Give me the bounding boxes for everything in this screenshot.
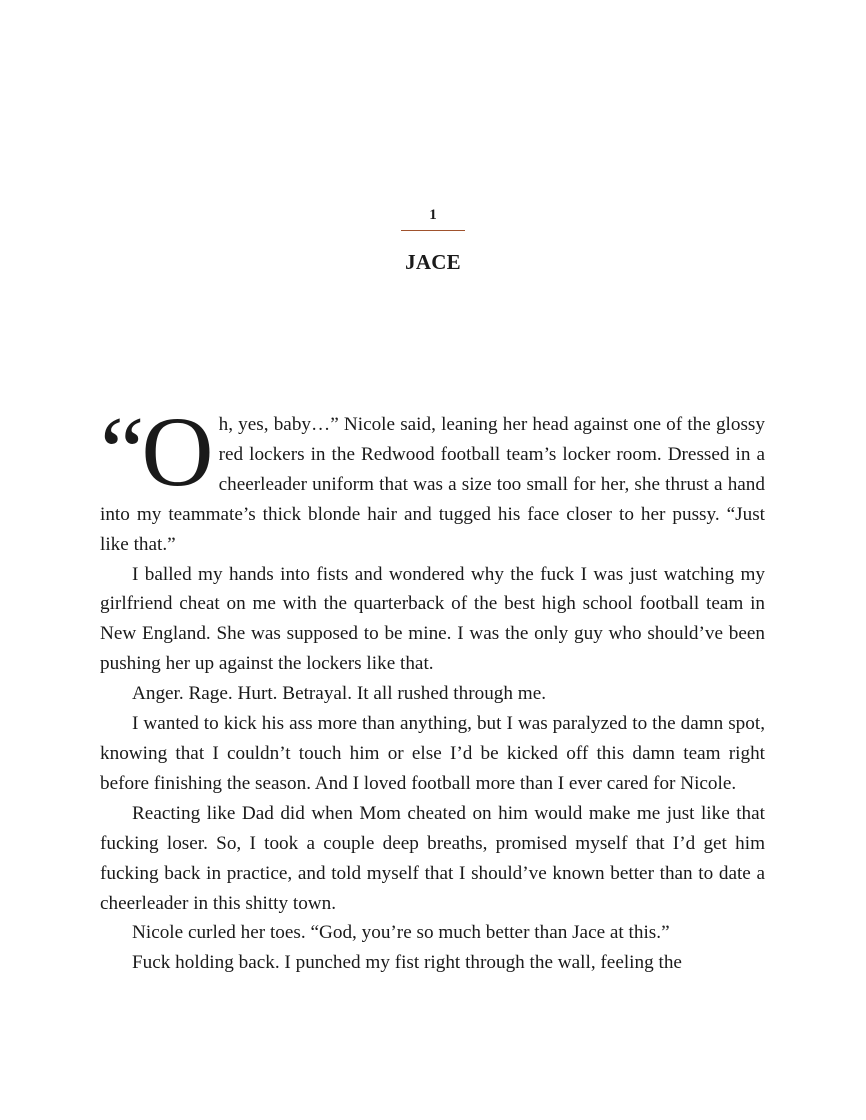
chapter-number: 1	[429, 207, 437, 223]
paragraph-7: Fuck holding back. I punched my fist right through the wall, feeling the	[132, 952, 682, 974]
chapter-title: JACE	[405, 250, 461, 274]
paragraph-4: I wanted to kick his ass more than anything, but I was paralyzed to the damn spot, knowing that I couldn’t touch him or else I’d be kicked off this damn team right before finishing the season. And I loved football more than I ever cared for Nicole.	[100, 713, 765, 794]
chapter-divider	[401, 230, 465, 231]
chapter-heading	[0, 205, 866, 276]
paragraph-3: Anger. Rage. Hurt. Betrayal. It all rushed through me.	[132, 683, 547, 705]
drop-cap: “O	[100, 396, 211, 507]
paragraph-6: Nicole curled her toes. “God, you’re so much better than Jace at this.”	[132, 922, 670, 944]
chapter-body	[100, 396, 765, 978]
paragraph-5: Reacting like Dad did when Mom cheated on him would make me just like that fucking loser. So, I took a couple deep breaths, promised myself that I’d get him fucking back in practice, and told myself that I should’ve known better than to date a cheerleader in this shitty town.	[100, 802, 765, 914]
paragraph-2: I balled my hands into fists and wondered why the fuck I was just watching my girlfriend cheat on me with the quarterback of the best high school football team in New England. She was supposed to be mine. I was the only guy who should’ve been pushing her up against the lockers like that.	[100, 563, 765, 675]
paragraph-1	[100, 396, 765, 560]
paragraph-1-text: h, yes, baby…” Nicole said, leaning her head against one of the glossy red lockers in the Redwood football team’s locker room. Dressed in a cheerleader uniform that was a size too small for her, she thrust a hand into my teammate’s thick blonde hair and tugged his face closer to her pussy. “Just like that.”	[100, 414, 765, 555]
